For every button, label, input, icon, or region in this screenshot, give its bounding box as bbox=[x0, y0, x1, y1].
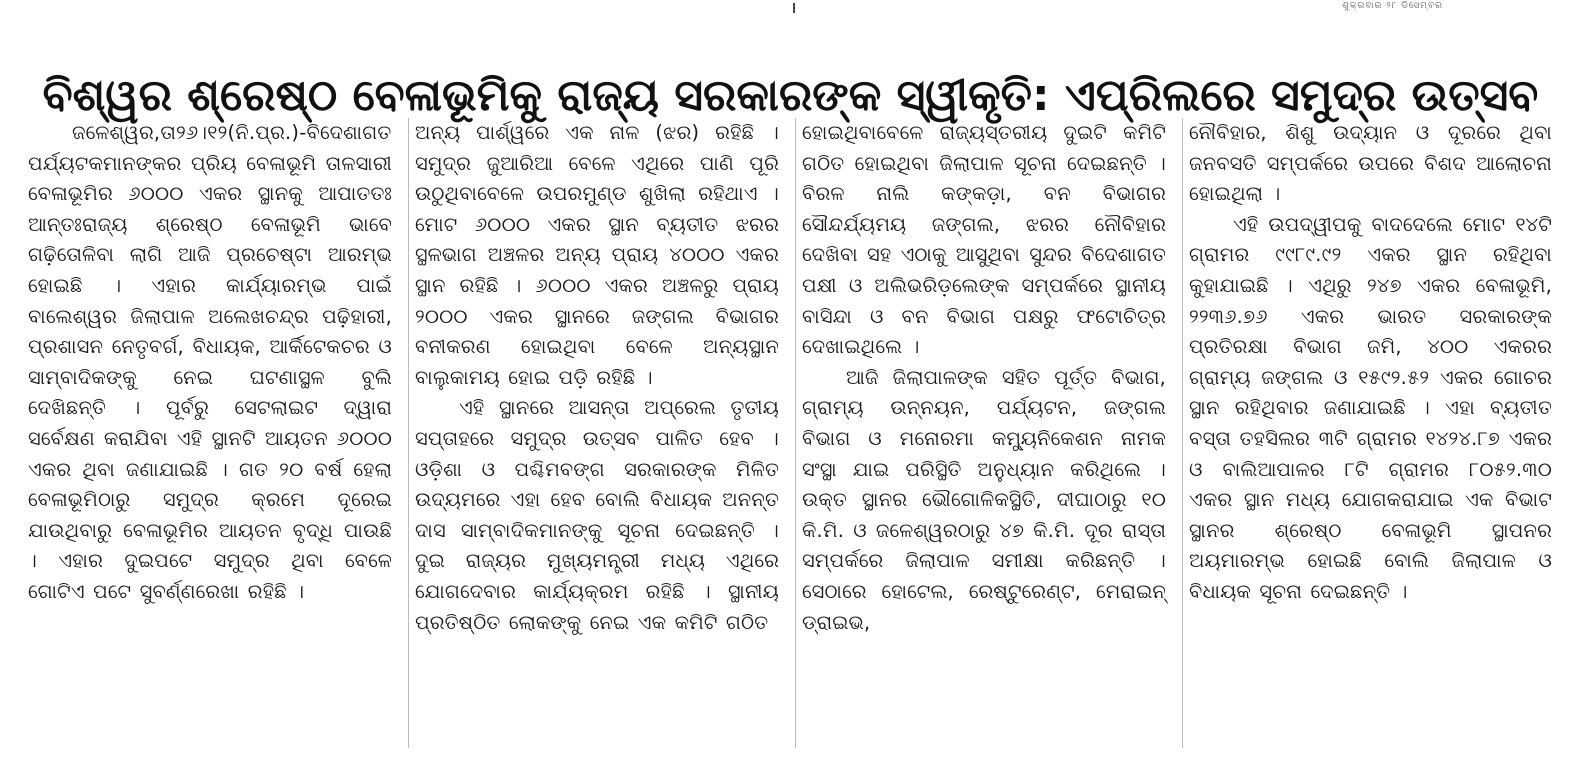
article-paragraph bbox=[28, 118, 392, 608]
headline: ବିଶ୍ୱର ଶ୍ରେଷ୍ଠ ବେଳାଭୂମିକୁ ରାଜ୍ୟ ସରକାରଙ୍କ ସ୍ୱୀକୃତି: ଏପ୍ରିଲରେ ସମୁଦ୍ର ଉତ୍ସବ bbox=[42, 69, 1539, 121]
article-paragraph: ଅନ୍ୟ ପାର୍ଶ୍ୱରେ ଏକ ନାଳ (ଝର) ରହିଛି । ସମୁଦ୍ର ଜୁଆରିଆ ବେଳେ ଏଥିରେ ପାଣି ପୂରି ଉଠୁଥିବାବେଳେ ଉପରମୁଣ୍ଡ ଶୁଖିଲା ରହିଥାଏ । ମୋଟ ୬୦୦୦ ଏକର ସ୍ଥାନ ବ୍ୟତୀତ ଝରର ସ୍ଥଳଭାଗ ଅଞ୍ଚଳର ଅନ୍ୟ ପ୍ରାୟ ୪୦୦୦ ଏକର ସ୍ଥାନ ରହିଛି । ୬୦୦୦ ଏକର ଅଞ୍ଚଳରୁ ପ୍ରାୟ ୨୦୦୦ ଏକର ସ୍ଥାନରେ ଜଙ୍ଗଲ ବିଭାଗର ବନୀକରଣ ହୋଇଥିବା ବେଳେ ଅନ୍ୟସ୍ଥାନ ବାଲୁକାମୟ ହୋଇ ପଡ଼ି ରହିଛି । bbox=[415, 121, 779, 389]
article-column-3 bbox=[795, 118, 1172, 748]
article-column-4 bbox=[1182, 118, 1558, 748]
article-column-1 bbox=[22, 118, 398, 748]
page-top-strip bbox=[0, 0, 1573, 22]
article-paragraph: ନୌବିହାର, ଶିଶୁ ଉଦ୍ୟାନ ଓ ଦୂରରେ ଥିବା ଜନବସତି ସମ୍ପର୍କରେ ଉପରେ ବିଶଦ ଆଲୋଚନା ହୋଇଥିଲା । bbox=[1189, 121, 1552, 206]
paragraph-text: ବିଦେଶାଗତ ପର୍ଯ୍ୟଟକମାନଙ୍କର ପ୍ରିୟ ବେଳାଭୂମି ତାଳସାରୀ ବେଳାଭୂମିର ୬୦୦୦ ଏକର ସ୍ଥାନକୁ ଆପାତତଃ ଆନ୍ତଃରାଜ୍ୟ ଶ୍ରେଷ୍ଠ ବେଳାଭୂମି ଭାବେ ଗଢ଼ିତୋଳିବା ଲାଗି ଆଜି ପ୍ରଚେଷ୍ଟା ଆରମ୍ଭ ହୋଇଛି । ଏହାର କାର୍ଯ୍ୟାରମ୍ଭ ପାଇଁ ବାଲେଶ୍ୱର ଜିଲାପାଳ ଅଲେଖଚନ୍ଦ୍ର ପଢ଼ିହାରୀ, ପ୍ରଶାସନ ନେତୃବର୍ଗ, ବିଧାୟକ, ଆର୍କିଟେକଚର ଓ ସାମ୍ବାଦିକଙ୍କୁ ନେଇ ଘଟଣାସ୍ଥଳ ବୁଲି ଦେଖିଛନ୍ତି । ପୂର୍ବରୁ ସେଟଲାଇଟ ଦ୍ୱାରା ସର୍ବେକ୍ଷଣ କରାଯିବା ଏହି ସ୍ଥାନଟି ଆୟତନ ୬୦୦୦ ଏକର ଥିବା ଜଣାଯାଇଛି । ଗତ ୨୦ ବର୍ଷ ହେଲା ବେଳାଭୂମିଠାରୁ ସମୁଦ୍ର କ୍ରମେ ଦୂରେଇ ଯାଉଥିବାରୁ ବେଳାଭୂମିର ଆୟତନ ବୃଦ୍ଧି ପାଉଛି । ଏହାର ଦୁଇପଟେ ସମୁଦ୍ର ଥିବା ବେଳେ ଗୋଟିଏ ପଟେ ସୁବର୍ଣ୍ଣରେଖା ରହିଛି । bbox=[28, 121, 392, 603]
article-paragraph: ଏହି ଉପଦ୍ୱୀପକୁ ବାଦଦେଲେ ମୋଟ ୧୪ଟି ଗ୍ରାମର ୯୯୮୯.୯୨ ଏକର ସ୍ଥାନ ରହିଥିବା କୁହାଯାଇଛି । ଏଥିରୁ ୨୪୭ ଏକର ବେଳାଭୂମି, ୨୨୩୬.୭୬ ଏକର ଭାରତ ସରକାରଙ୍କ ପ୍ରତିରକ୍ଷା ବିଭାଗ ଜମି, ୪୦୦ ଏକରର ଗ୍ରାମ୍ୟ ଜଙ୍ଗଲ ଓ ୧୫୯୨.୫୨ ଏକର ଗୋଚର ସ୍ଥାନ ରହିଥିବାର ଜଣାଯାଇଛି । ଏହା ବ୍ୟତୀତ ବସ୍ତା ତହସିଲର ୩ଟି ଗ୍ରାମର ୧୪୨୪.୮୭ ଏକର ଓ ବାଲିଆପାଳର ୮ଟି ଗ୍ରାମର ୮୦୫୨.୩୦ ଏକର ସ୍ଥାନ ମଧ୍ୟ ଯୋଗକରାଯାଇ ଏକ ବିଭାଟ ସ୍ଥାନର ଶ୍ରେଷ୍ଠ ବେଳାଭୂମି ସ୍ଥାପନର ଅୟମାରମ୍ଭ ହୋଇଛି ବୋଲି ଜିଲାପାଳ ଓ ବିଧାୟକ ସୂଚନା ଦେଇଛନ୍ତି । bbox=[1189, 212, 1552, 603]
page-header-fragment: ଶୁକ୍ରବାର ୨୮ ଡିସେମ୍ବର bbox=[1342, 1, 1443, 11]
article-paragraph: ହୋଇଥିବାବେଳେ ରାଜ୍ୟସ୍ତରୀୟ ଦୁଇଟି କମିଟି ଗଠିତ ହୋଇଥିବା ଜିଲାପାଳ ସୂଚନା ଦେଇଛନ୍ତି । ବିରଳ ନାଲି କଙ୍କଡ଼ା, ବନ ବିଭାଗର ସୌନ୍ଦର୍ଯ୍ୟମୟ ଜଙ୍ଗଲ, ଝରର ନୌବିହାର ଦେଖିବା ସହ ଏଠାକୁ ଆସୁଥିବା ସୁନ୍ଦର ବିଦେଶାଗତ ପକ୍ଷୀ ଓ ଅଲିଭରିଡ଼ଲେଙ୍କ ସମ୍ପର୍କରେ ସ୍ଥାନୀୟ ବାସିନ୍ଦା ଓ ବନ ବିଭାଗ ପକ୍ଷରୁ ଫଟୋଚିତ୍ର ଦେଖାଇଥିଲେ । bbox=[802, 121, 1166, 359]
article-column-2 bbox=[408, 118, 785, 748]
crop-mark bbox=[793, 3, 801, 13]
article-paragraph: ଆଜି ଜିଲାପାଳଙ୍କ ସହିତ ପୂର୍ତ୍ତ ବିଭାଗ, ଗ୍ରାମ୍ୟ ଉନ୍ନୟନ, ପର୍ଯ୍ୟଟନ, ଜଙ୍ଗଲ ବିଭାଗ ଓ ମନୋରମା କମ୍ୟୁନିକେଶନ ନାମକ ସଂସ୍ଥା ଯାଇ ପରିସ୍ଥିତି ଅନୁଧ୍ୟାନ କରିଥିଲେ । ଉକ୍ତ ସ୍ଥାନର ଭୌଗୋଳିକସ୍ଥିତି, ଦୀଘାଠାରୁ ୧୦ କି.ମି. ଓ ଜଳେଶ୍ୱରଠାରୁ ୪୭ କି.ମି. ଦୂର ରାସ୍ତା ସମ୍ପର୍କରେ ଜିଲାପାଳ ସମୀକ୍ଷା କରିଛନ୍ତି । ସେଠାରେ ହୋଟେଲ, ରେଷ୍ଟୁରେଣ୍ଟ, ମେରାଇନ୍ ଡ୍ରାଇଭ, bbox=[802, 365, 1166, 634]
dateline: ଜଳେଶ୍ୱର,ତା୨୬।୧୨(ନି.ପ୍ର.)- bbox=[72, 121, 307, 144]
article-body bbox=[22, 118, 1557, 748]
article-paragraph: ଏହି ସ୍ଥାନରେ ଆସନ୍ତା ଅପ୍ରେଲ ତୃତୀୟ ସପ୍ତାହରେ ସମୁଦ୍ର ଉତ୍ସବ ପାଳିତ ହେବ । ଓଡ଼ିଶା ଓ ପଶ୍ଚିମବଙ୍ଗ ସରକାରଙ୍କ ମିଳିତ ଉଦ୍ୟମରେ ଏହା ହେବ ବୋଲି ବିଧାୟକ ଅନନ୍ତ ଦାସ ସାମ୍ବାଦିକମାନଙ୍କୁ ସୂଚନା ଦେଇଛନ୍ତି । ଦୁଇ ରାଜ୍ୟର ମୁଖ୍ୟମନ୍ତ୍ରୀ ମଧ୍ୟ ଏଥିରେ ଯୋଗଦେବାର କାର୍ଯ୍ୟକ୍ରମ ରହିଛି । ସ୍ଥାନୀୟ ପ୍ରତିଷ୍ଠିତ ଲୋକଙ୍କୁ ନେଇ ଏକ କମିଟି ଗଠିତ bbox=[415, 396, 779, 634]
